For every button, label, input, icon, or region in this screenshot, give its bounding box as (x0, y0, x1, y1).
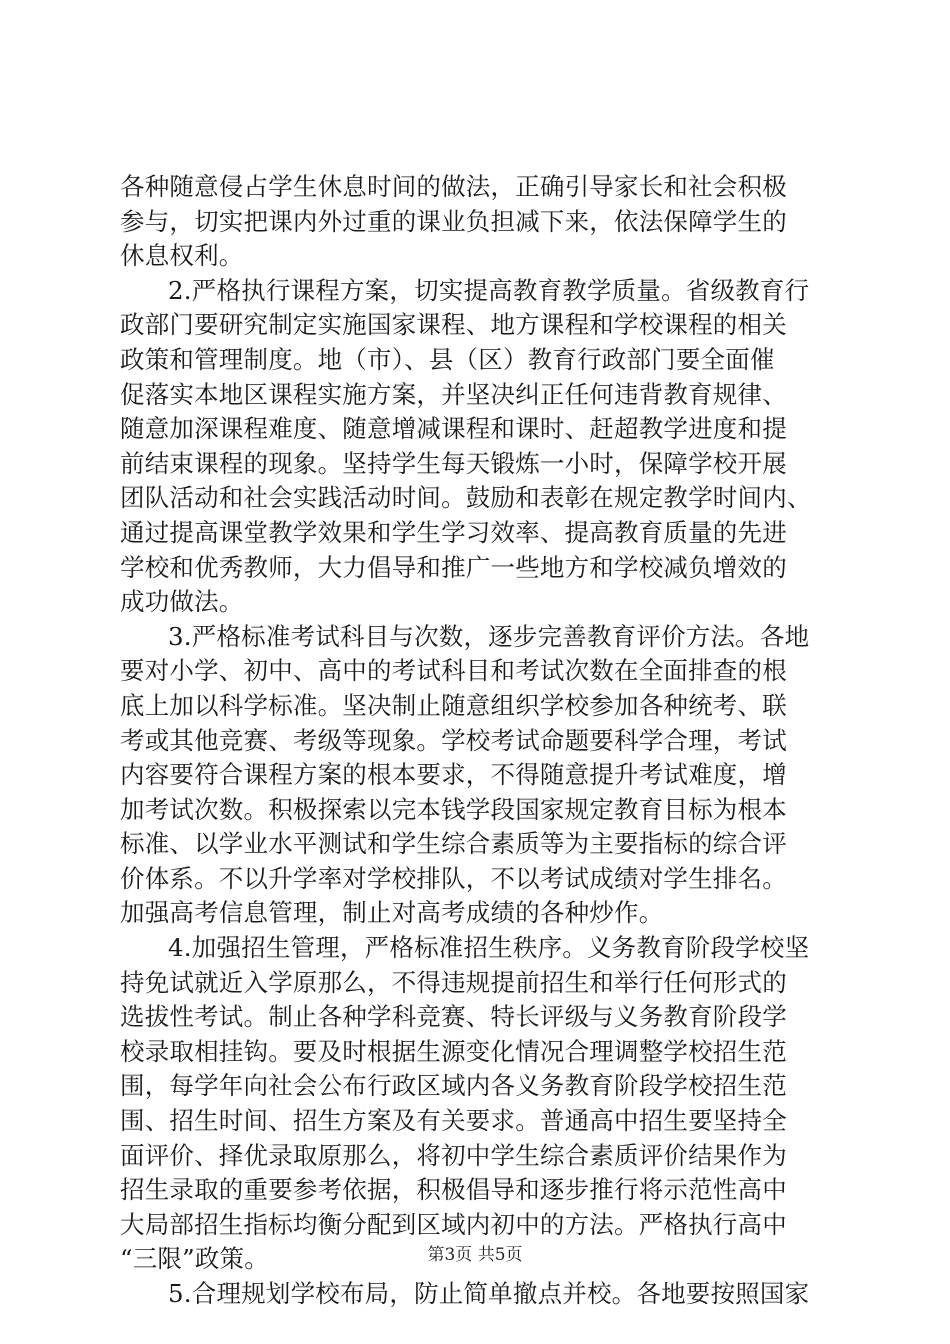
text-line: 2.严格执行课程方案，切实提高教育教学质量。省级教育行 (168, 275, 810, 305)
text-line: 政策和管理制度。地（市）、县（区）教育行政部门要全面催 (120, 344, 775, 374)
text-line: 各种随意侵占学生休息时间的做法，正确引导家长和社会积极 (120, 172, 787, 201)
text-line: 招生录取的重要参考依据，积极倡导和逐步推行将示范性高中 (120, 1175, 787, 1205)
text-line: 围，每学年向社会公布行政区域内各义务教育阶段学校招生范 (120, 1071, 787, 1101)
text-line: 围、招生时间、招生方案及有关要求。普通高中招生要坚持全 (120, 1106, 787, 1136)
text-line: 学校和优秀教师，大力倡导和推广一些地方和学校减负增效的 (120, 552, 787, 582)
text-line: 5.合理规划学校布局，防止简单撤点并校。各地要按照国家 (168, 1279, 810, 1308)
text-line: 团队活动和社会实践活动时间。鼓励和表彰在规定教学时间内、 (120, 483, 812, 513)
text-line: 考或其他竞赛、考级等现象。学校考试命题要科学合理，考试 (120, 725, 787, 755)
text-line: 成功做法。 (120, 587, 244, 617)
text-line: 前结束课程的现象。坚持学生每天锻炼一小时，保障学校开展 (120, 448, 787, 478)
text-line: 选拔性考试。制止各种学科竞赛、特长评级与义务教育阶段学 (120, 1002, 787, 1032)
text-line: 促落实本地区课程实施方案，并坚决纠正任何违背教育规律、 (120, 379, 787, 409)
page-footer: 第3页 共5页 (427, 1245, 523, 1265)
text-line: 通过提高课堂教学效果和学生学习效率、提高教育质量的先进 (120, 517, 787, 547)
text-line: 3.严格标准考试科目与次数，逐步完善教育评价方法。各地 (168, 621, 810, 651)
document-body (120, 170, 830, 1312)
text-line: 参与，切实把课内外过重的课业负担减下来，依法保障学生的 (120, 206, 787, 236)
text-line: 标准、以学业水平测试和学生综合素质等为主要指标的综合评 (120, 829, 787, 859)
text-line: 校录取相挂钩。要及时根据生源变化情况合理调整学校招生范 (120, 1036, 787, 1066)
text-line: 加强高考信息管理，制止对高考成绩的各种炒作。 (120, 898, 664, 928)
text-line: 内容要符合课程方案的根本要求，不得随意提升考试难度，增 (120, 760, 787, 790)
text-line: 4.加强招生管理，严格标准招生秩序。义务教育阶段学校坚 (168, 933, 810, 963)
text-line: 持免试就近入学原那么，不得违规提前招生和举行任何形式的 (120, 967, 787, 997)
text-line: 面评价、择优录取原那么，将初中学生综合素质评价结果作为 (120, 1140, 787, 1170)
text-line: “三限”政策。 (120, 1244, 269, 1274)
text-line: 休息权利。 (120, 241, 244, 271)
text-line: 大局部招生指标均衡分配到区域内初中的方法。严格执行高中 (120, 1209, 787, 1239)
text-line: 价体系。不以升学率对学校排队，不以考试成绩对学生排名。 (120, 863, 787, 893)
text-line: 随意加深课程难度、随意增减课程和课时、赶超教学进度和提 (120, 414, 787, 444)
text-line: 底上加以科学标准。坚决制止随意组织学校参加各种统考、联 (120, 690, 787, 720)
text-line: 加考试次数。积极探索以完本钱学段国家规定教育目标为根本 (120, 794, 787, 824)
text-line: 要对小学、初中、高中的考试科目和考试次数在全面排查的根 (120, 656, 787, 686)
text-line: 政部门要研究制定实施国家课程、地方课程和学校课程的相关 (120, 310, 787, 340)
